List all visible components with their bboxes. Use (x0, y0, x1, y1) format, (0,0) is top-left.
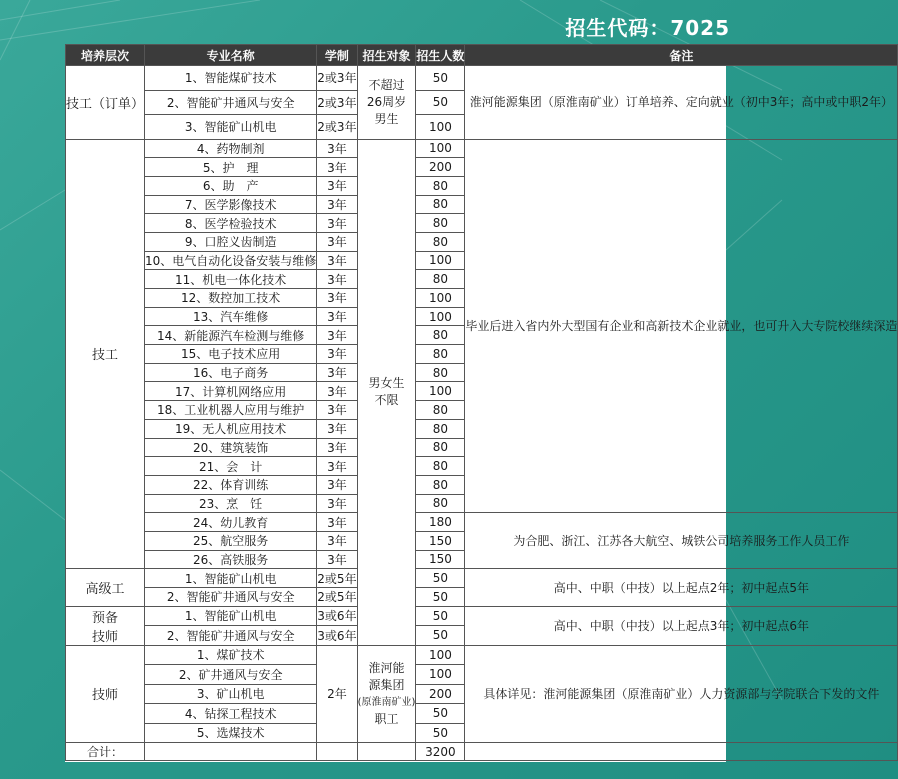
target-cell-line: 源集团 (368, 677, 405, 692)
duration-cell: 3年 (317, 513, 357, 532)
level-cell: 技师 (66, 645, 145, 743)
count-cell: 200 (416, 684, 465, 704)
enrollment-code: 招生代码：7025 (565, 16, 730, 40)
target-cell (357, 645, 416, 743)
duration-cell: 3年 (317, 195, 357, 214)
duration-cell: 3年 (317, 457, 357, 476)
count-cell: 50 (416, 66, 465, 91)
count-cell: 50 (416, 569, 465, 588)
duration-cell: 3年 (317, 438, 357, 457)
count-cell: 50 (416, 626, 465, 646)
note-cell: 高中、中职（中技）以上起点3年；初中起点6年 (465, 606, 898, 645)
total-row (66, 743, 898, 761)
major-cell: 18、工业机器人应用与维护 (145, 401, 317, 420)
major-cell: 25、航空服务 (145, 531, 317, 550)
count-cell: 200 (416, 158, 465, 177)
major-cell: 1、智能煤矿技术 (145, 66, 317, 91)
duration-cell: 3年 (317, 251, 357, 270)
major-cell: 19、无人机应用技术 (145, 419, 317, 438)
duration-cell: 3年 (317, 363, 357, 382)
duration-cell: 3年 (317, 419, 357, 438)
note-cell: 为合肥、浙江、江苏各大航空、城铁公司培养服务工作人员工作 (465, 513, 898, 569)
target-cell-line: 淮河能 (368, 660, 405, 675)
duration-cell: 3年 (317, 307, 357, 326)
note-cell: 毕业后进入省内外大型国有企业和高新技术企业就业，也可升入大专院校继续深造 (465, 139, 898, 513)
major-cell: 4、钻探工程技术 (145, 704, 317, 724)
major-cell: 8、医学检验技术 (145, 214, 317, 233)
level-cell: 技工（订单） (66, 66, 145, 140)
major-cell: 15、电子技术应用 (145, 345, 317, 364)
level-cell-line: 技师 (92, 629, 119, 645)
count-cell: 80 (416, 232, 465, 251)
duration-cell: 2或5年 (317, 569, 357, 588)
count-cell: 80 (416, 363, 465, 382)
duration-cell: 3年 (317, 382, 357, 401)
count-cell: 80 (416, 214, 465, 233)
enrollment-table (65, 44, 898, 761)
count-cell: 80 (416, 438, 465, 457)
target-cell-line: 职工 (374, 711, 399, 726)
major-cell: 16、电子商务 (145, 363, 317, 382)
duration-cell: 2或5年 (317, 588, 357, 607)
major-cell: 1、智能矿山机电 (145, 606, 317, 626)
target-cell-line: 不超过 (368, 77, 405, 92)
target-cell (357, 139, 416, 645)
major-cell: 3、智能矿山机电 (145, 115, 317, 140)
duration-cell: 3年 (317, 176, 357, 195)
major-cell: 1、煤矿技术 (145, 645, 317, 665)
target-cell-line: 男生 (374, 111, 399, 126)
duration-cell: 2或3年 (317, 115, 357, 140)
count-cell: 100 (416, 289, 465, 308)
count-cell: 100 (416, 307, 465, 326)
count-cell: 100 (416, 382, 465, 401)
major-cell: 3、矿山机电 (145, 684, 317, 704)
duration-cell: 3年 (317, 158, 357, 177)
count-cell: 180 (416, 513, 465, 532)
major-cell: 11、机电一体化技术 (145, 270, 317, 289)
major-cell: 5、护 理 (145, 158, 317, 177)
major-cell: 17、计算机网络应用 (145, 382, 317, 401)
duration-cell: 3年 (317, 550, 357, 569)
count-cell: 80 (416, 457, 465, 476)
duration-cell: 3年 (317, 232, 357, 251)
header-row (66, 45, 898, 66)
major-cell: 14、新能源汽车检测与维修 (145, 326, 317, 345)
duration-cell: 3年 (317, 326, 357, 345)
level-cell: 技工 (66, 139, 145, 569)
total-empty-duration (317, 743, 357, 761)
major-cell: 5、选煤技术 (145, 723, 317, 743)
total-label: 合计： (66, 743, 145, 761)
major-cell: 21、会 计 (145, 457, 317, 476)
major-cell: 12、数控加工技术 (145, 289, 317, 308)
col-header-major: 专业名称 (145, 45, 317, 66)
count-cell: 150 (416, 531, 465, 550)
total-count: 3200 (416, 743, 465, 761)
total-empty-major (145, 743, 317, 761)
level-cell-line: 预备 (92, 610, 119, 626)
count-cell: 80 (416, 195, 465, 214)
major-cell: 20、建筑装饰 (145, 438, 317, 457)
count-cell: 100 (416, 645, 465, 665)
count-cell: 80 (416, 401, 465, 420)
duration-cell: 3年 (317, 494, 357, 513)
count-cell: 50 (416, 723, 465, 743)
note-cell: 高中、中职（中技）以上起点2年；初中起点5年 (465, 569, 898, 606)
count-cell: 80 (416, 345, 465, 364)
col-header-count: 招生人数 (416, 45, 465, 66)
total-empty-note (465, 743, 898, 761)
table-body (66, 66, 898, 761)
count-cell: 80 (416, 176, 465, 195)
major-cell: 23、烹 饪 (145, 494, 317, 513)
table-row (66, 513, 898, 532)
duration-cell: 3年 (317, 214, 357, 233)
count-cell: 100 (416, 665, 465, 685)
table-row (66, 645, 898, 665)
major-cell: 24、幼儿教育 (145, 513, 317, 532)
duration-cell: 2年 (317, 645, 357, 743)
major-cell: 9、口腔义齿制造 (145, 232, 317, 251)
count-cell: 50 (416, 588, 465, 607)
major-cell: 7、医学影像技术 (145, 195, 317, 214)
total-empty-target (357, 743, 416, 761)
major-cell: 2、矿井通风与安全 (145, 665, 317, 685)
major-cell: 22、体育训练 (145, 475, 317, 494)
target-cell-line: 不限 (374, 393, 399, 408)
duration-cell: 3或6年 (317, 606, 357, 626)
target-cell-line: (原淮南矿业) (357, 696, 416, 708)
count-cell: 100 (416, 139, 465, 158)
count-cell: 150 (416, 550, 465, 569)
col-header-target: 招生对象 (357, 45, 416, 66)
table-row (66, 139, 898, 158)
major-cell: 6、助 产 (145, 176, 317, 195)
target-cell-line: 26周岁 (366, 94, 407, 109)
duration-cell: 2或3年 (317, 90, 357, 115)
col-header-level: 培养层次 (66, 45, 145, 66)
major-cell: 4、药物制剂 (145, 139, 317, 158)
duration-cell: 3年 (317, 401, 357, 420)
major-cell: 1、智能矿山机电 (145, 569, 317, 588)
note-cell: 具体详见：淮河能源集团（原淮南矿业）人力资源部与学院联合下发的文件 (465, 645, 898, 743)
table-row (66, 66, 898, 91)
major-cell: 26、高铁服务 (145, 550, 317, 569)
target-cell-line: 男女生 (368, 376, 405, 391)
major-cell: 2、智能矿井通风与安全 (145, 588, 317, 607)
count-cell: 50 (416, 704, 465, 724)
count-cell: 50 (416, 606, 465, 626)
count-cell: 80 (416, 326, 465, 345)
duration-cell: 3年 (317, 270, 357, 289)
level-cell (66, 606, 145, 645)
duration-cell: 3年 (317, 531, 357, 550)
duration-cell: 2或3年 (317, 66, 357, 91)
duration-cell: 3年 (317, 289, 357, 308)
table-row (66, 569, 898, 588)
note-cell: 淮河能源集团（原淮南矿业）订单培养、定向就业（初中3年；高中或中职2年） (465, 66, 898, 140)
major-cell: 10、电气自动化设备安装与维修 (145, 251, 317, 270)
count-cell: 100 (416, 115, 465, 140)
duration-cell: 3年 (317, 139, 357, 158)
duration-cell: 3年 (317, 475, 357, 494)
duration-cell: 3或6年 (317, 626, 357, 646)
major-cell: 13、汽车维修 (145, 307, 317, 326)
level-cell: 高级工 (66, 569, 145, 606)
col-header-duration: 学制 (317, 45, 357, 66)
major-cell: 2、智能矿井通风与安全 (145, 626, 317, 646)
count-cell: 50 (416, 90, 465, 115)
duration-cell: 3年 (317, 345, 357, 364)
count-cell: 80 (416, 270, 465, 289)
count-cell: 80 (416, 475, 465, 494)
major-cell: 2、智能矿井通风与安全 (145, 90, 317, 115)
table-row (66, 606, 898, 626)
target-cell (357, 66, 416, 140)
col-header-note: 备注 (465, 45, 898, 66)
count-cell: 80 (416, 494, 465, 513)
count-cell: 100 (416, 251, 465, 270)
count-cell: 80 (416, 419, 465, 438)
